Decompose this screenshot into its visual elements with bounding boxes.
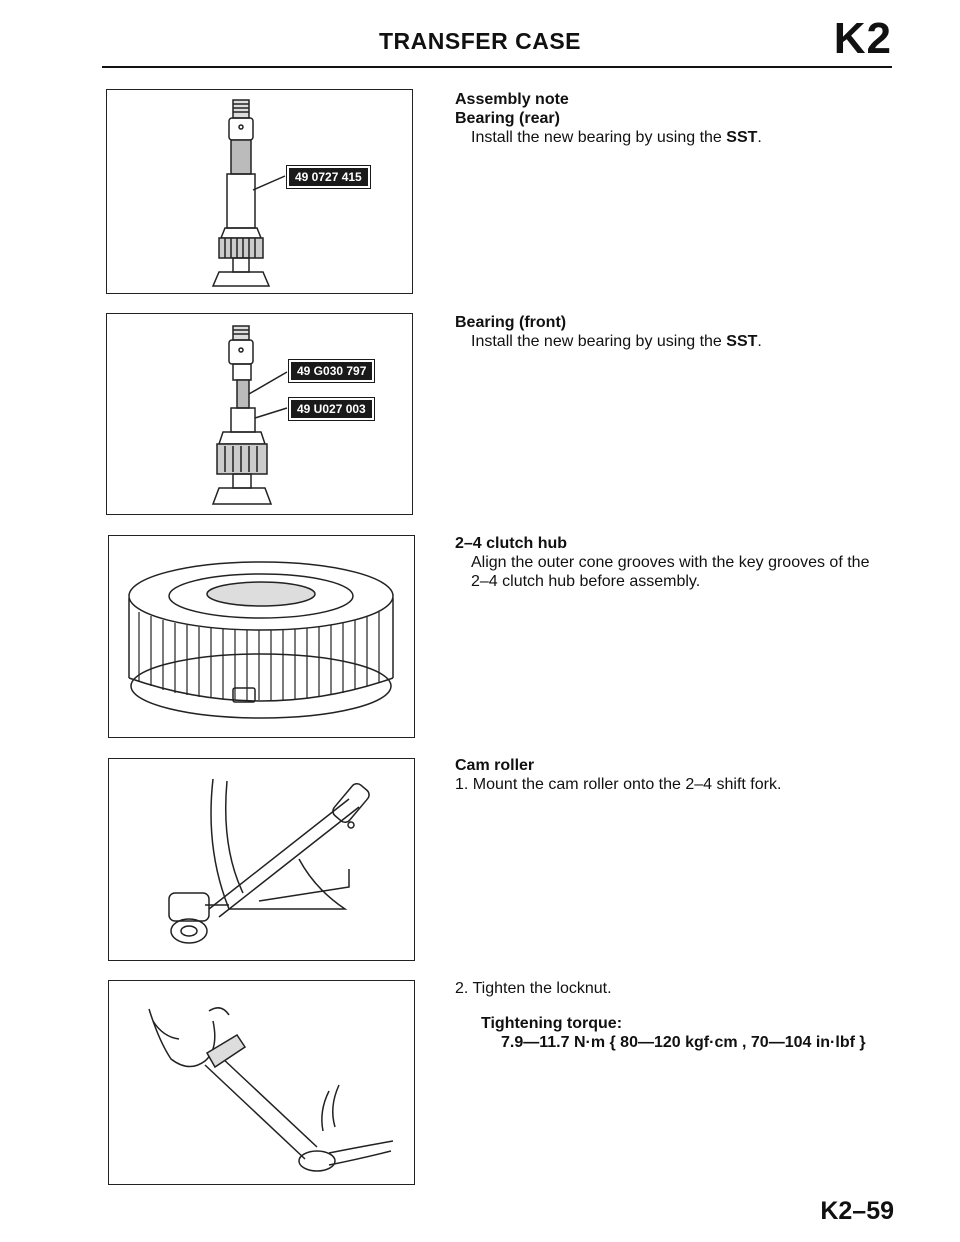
bearing-front-heading: Bearing (front)	[455, 314, 567, 331]
instruction-period: .	[757, 333, 762, 350]
torque-value: 7.9—11.7 N·m { 80—120 kgf·cm , 70—104 in·lbf }	[501, 1034, 866, 1051]
sst-tag: 49 G030 797	[289, 360, 374, 382]
assembly-note-heading: Assembly note	[455, 91, 569, 108]
page-title: TRANSFER CASE	[378, 28, 581, 54]
clutch-hub-illustration	[109, 536, 414, 737]
cam-roller-illustration	[109, 759, 414, 960]
bearing-rear-instruction	[455, 128, 762, 147]
locknut-step-2: 2. Tighten the locknut.	[455, 980, 612, 997]
section-code: K2	[833, 14, 892, 63]
sst-term: SST	[726, 333, 758, 350]
section-bearing-rear	[455, 90, 762, 147]
torque-label: Tightening torque:	[481, 1015, 623, 1032]
figure-bearing-rear	[106, 89, 413, 294]
cam-roller-step-1: 1. Mount the cam roller onto the 2–4 shift fork.	[455, 776, 782, 793]
figure-clutch-hub	[108, 535, 415, 738]
bearing-rear-heading: Bearing (rear)	[455, 110, 560, 127]
sst-term: SST	[726, 129, 758, 146]
clutch-hub-instruction-line2: 2–4 clutch hub before assembly.	[471, 573, 701, 590]
figure-cam-roller	[108, 758, 415, 961]
sst-tag: 49 U027 003	[289, 398, 374, 420]
section-locknut	[455, 979, 866, 1052]
page-number: K2–59	[820, 1197, 894, 1225]
cam-roller-heading: Cam roller	[455, 757, 535, 774]
locknut-illustration	[109, 981, 414, 1184]
section-cam-roller	[455, 756, 781, 794]
instruction-text: Install the new bearing by using the	[471, 129, 727, 146]
instruction-period: .	[757, 129, 762, 146]
figure-bearing-front	[106, 313, 413, 515]
clutch-hub-instruction-line1: Align the outer cone grooves with the key grooves of the	[471, 554, 870, 571]
header-divider	[102, 66, 892, 68]
section-bearing-front	[455, 313, 762, 351]
instruction-text: Install the new bearing by using the	[471, 333, 727, 350]
clutch-hub-heading: 2–4 clutch hub	[455, 535, 568, 552]
figure-locknut	[108, 980, 415, 1185]
sst-tag: 49 0727 415	[287, 166, 370, 188]
section-clutch-hub	[455, 534, 869, 591]
bearing-rear-illustration	[107, 90, 412, 293]
bearing-front-instruction	[455, 332, 762, 351]
